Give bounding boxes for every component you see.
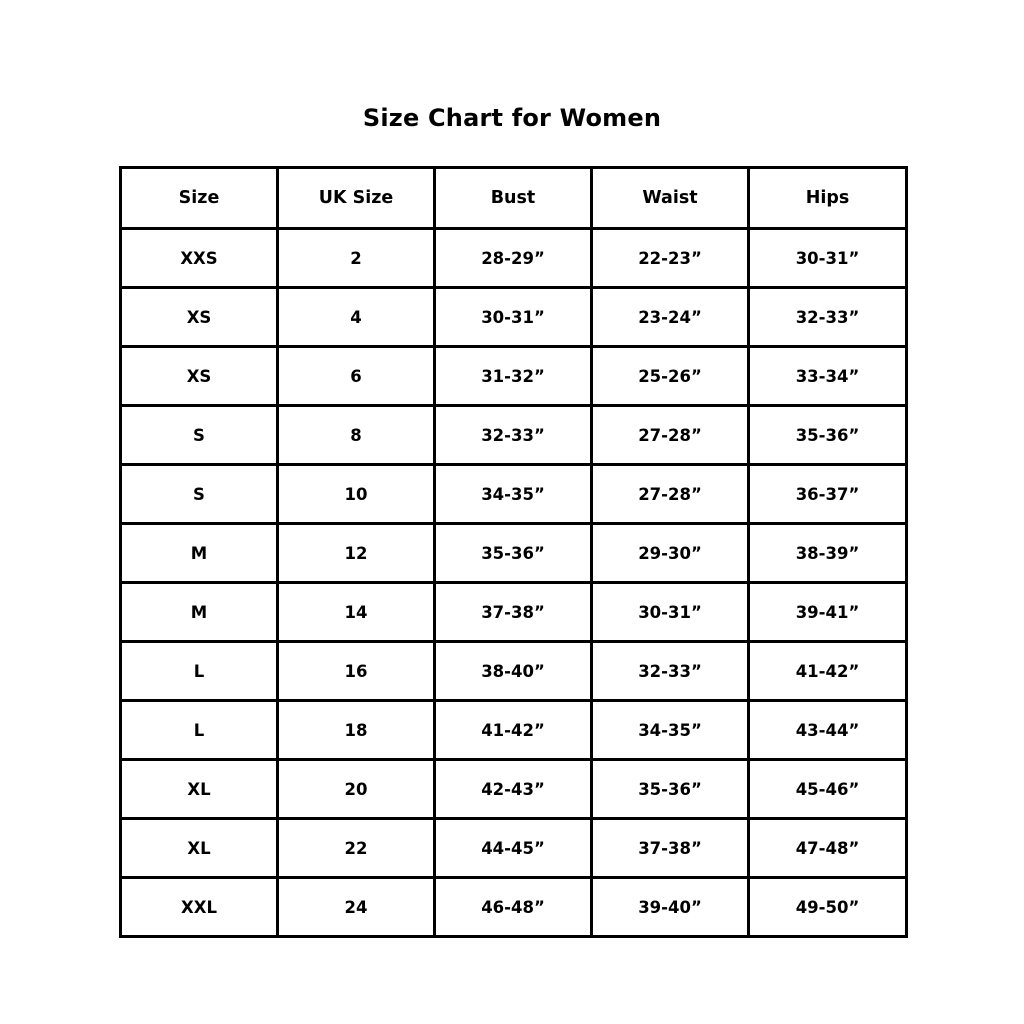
cell-bust: 30-31” (435, 288, 592, 347)
table-header (121, 168, 907, 229)
cell-uk-size: 6 (278, 347, 435, 406)
cell-bust: 42-43” (435, 760, 592, 819)
table-body (121, 229, 907, 937)
cell-size: XS (121, 288, 278, 347)
cell-size: S (121, 465, 278, 524)
cell-size: XL (121, 760, 278, 819)
table-row (121, 288, 907, 347)
cell-bust: 31-32” (435, 347, 592, 406)
table-row (121, 642, 907, 701)
table-row (121, 819, 907, 878)
column-header-uk-size: UK Size (278, 168, 435, 229)
cell-waist: 30-31” (592, 583, 749, 642)
cell-uk-size: 2 (278, 229, 435, 288)
cell-waist: 29-30” (592, 524, 749, 583)
table-row (121, 229, 907, 288)
cell-hips: 41-42” (749, 642, 907, 701)
table-row (121, 878, 907, 937)
cell-size: M (121, 583, 278, 642)
cell-bust: 46-48” (435, 878, 592, 937)
size-chart-table-container (119, 166, 905, 938)
cell-waist: 22-23” (592, 229, 749, 288)
cell-waist: 37-38” (592, 819, 749, 878)
size-chart-table (119, 166, 908, 938)
column-header-size: Size (121, 168, 278, 229)
cell-uk-size: 12 (278, 524, 435, 583)
column-header-bust: Bust (435, 168, 592, 229)
cell-uk-size: 18 (278, 701, 435, 760)
table-row (121, 465, 907, 524)
cell-size: M (121, 524, 278, 583)
cell-hips: 36-37” (749, 465, 907, 524)
cell-hips: 30-31” (749, 229, 907, 288)
table-row (121, 347, 907, 406)
table-row (121, 701, 907, 760)
cell-waist: 39-40” (592, 878, 749, 937)
table-row (121, 524, 907, 583)
cell-hips: 33-34” (749, 347, 907, 406)
cell-bust: 44-45” (435, 819, 592, 878)
column-header-hips: Hips (749, 168, 907, 229)
cell-bust: 41-42” (435, 701, 592, 760)
table-row (121, 583, 907, 642)
cell-size: S (121, 406, 278, 465)
cell-size: XS (121, 347, 278, 406)
cell-hips: 35-36” (749, 406, 907, 465)
cell-waist: 23-24” (592, 288, 749, 347)
cell-hips: 32-33” (749, 288, 907, 347)
cell-waist: 32-33” (592, 642, 749, 701)
cell-bust: 34-35” (435, 465, 592, 524)
cell-hips: 47-48” (749, 819, 907, 878)
cell-size: XXL (121, 878, 278, 937)
cell-uk-size: 16 (278, 642, 435, 701)
cell-bust: 32-33” (435, 406, 592, 465)
cell-size: XXS (121, 229, 278, 288)
cell-uk-size: 20 (278, 760, 435, 819)
column-header-waist: Waist (592, 168, 749, 229)
cell-hips: 38-39” (749, 524, 907, 583)
cell-waist: 27-28” (592, 406, 749, 465)
cell-waist: 27-28” (592, 465, 749, 524)
cell-bust: 37-38” (435, 583, 592, 642)
cell-uk-size: 14 (278, 583, 435, 642)
cell-hips: 39-41” (749, 583, 907, 642)
cell-uk-size: 10 (278, 465, 435, 524)
cell-uk-size: 22 (278, 819, 435, 878)
cell-hips: 45-46” (749, 760, 907, 819)
cell-waist: 25-26” (592, 347, 749, 406)
cell-uk-size: 24 (278, 878, 435, 937)
cell-hips: 43-44” (749, 701, 907, 760)
page-title: Size Chart for Women (362, 104, 662, 132)
cell-size: L (121, 642, 278, 701)
table-header-row (121, 168, 907, 229)
cell-waist: 34-35” (592, 701, 749, 760)
cell-bust: 35-36” (435, 524, 592, 583)
table-row (121, 406, 907, 465)
cell-size: L (121, 701, 278, 760)
cell-uk-size: 8 (278, 406, 435, 465)
cell-bust: 28-29” (435, 229, 592, 288)
cell-bust: 38-40” (435, 642, 592, 701)
cell-waist: 35-36” (592, 760, 749, 819)
cell-uk-size: 4 (278, 288, 435, 347)
cell-size: XL (121, 819, 278, 878)
table-row (121, 760, 907, 819)
cell-hips: 49-50” (749, 878, 907, 937)
